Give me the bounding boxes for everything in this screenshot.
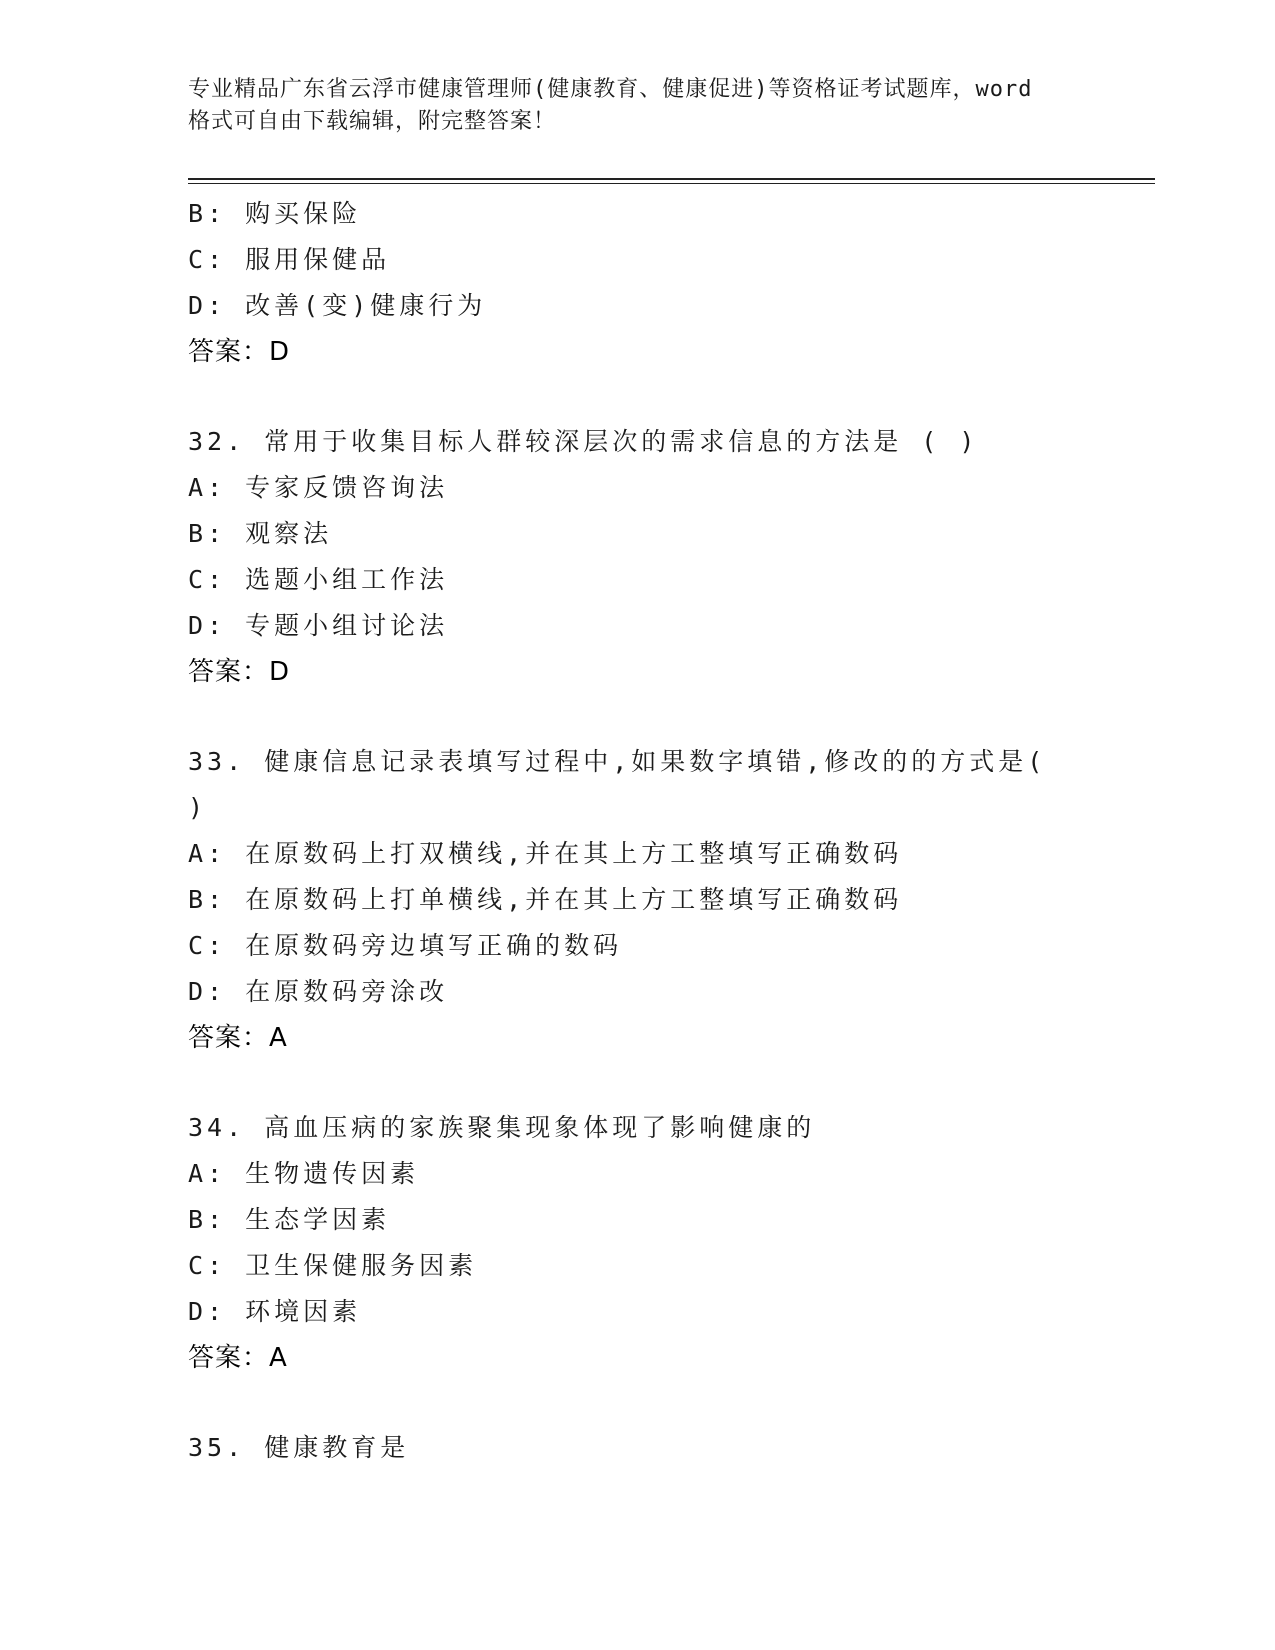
option-d: D: 专题小组讨论法 (188, 611, 449, 640)
question-text: 34. 高血压病的家族聚集现象体现了影响健康的 (188, 1113, 816, 1142)
option-d: D: 改善(变)健康行为 (188, 291, 487, 320)
option-a: A: 生物遗传因素 (188, 1159, 420, 1188)
question-text: 33. 健康信息记录表填写过程中,如果数字填错,修改的的方式是( (188, 747, 1047, 776)
document-header (188, 74, 1088, 138)
question-block-32 (188, 419, 1088, 695)
header-divider-thin (188, 183, 1155, 184)
question-text-continued: ) (188, 793, 208, 822)
answer-line: 答案：A (188, 1023, 288, 1053)
header-divider-thick (188, 178, 1155, 180)
option-c: C: 服用保健品 (188, 245, 391, 274)
option-a: A: 专家反馈咨询法 (188, 473, 449, 502)
option-c: C: 选题小组工作法 (188, 565, 449, 594)
option-b: B: 在原数码上打单横线,并在其上方工整填写正确数码 (188, 885, 903, 914)
option-c: C: 卫生保健服务因素 (188, 1251, 478, 1280)
option-d: D: 在原数码旁涂改 (188, 977, 449, 1006)
option-b: B: 购买保险 (188, 199, 362, 228)
answer-line: 答案：D (188, 657, 291, 687)
option-c: C: 在原数码旁边填写正确的数码 (188, 931, 623, 960)
question-block-continued (188, 191, 1088, 375)
question-text: 35. 健康教育是 (188, 1433, 410, 1462)
header-line-2: 格式可自由下载编辑，附完整答案！ (188, 109, 557, 134)
question-text: 32. 常用于收集目标人群较深层次的需求信息的方法是 ( ) (188, 427, 979, 456)
question-block-35 (188, 1425, 1088, 1471)
question-block-33 (188, 739, 1088, 1061)
answer-line: 答案：A (188, 1343, 288, 1373)
answer-line: 答案：D (188, 337, 291, 367)
option-b: B: 生态学因素 (188, 1205, 391, 1234)
option-d: D: 环境因素 (188, 1297, 362, 1326)
question-block-34 (188, 1105, 1088, 1381)
option-a: A: 在原数码上打双横线,并在其上方工整填写正确数码 (188, 839, 903, 868)
header-line-1: 专业精品广东省云浮市健康管理师(健康教育、健康促进)等资格证考试题库，word (188, 77, 1033, 102)
option-b: B: 观察法 (188, 519, 333, 548)
question-list (188, 191, 1088, 1471)
